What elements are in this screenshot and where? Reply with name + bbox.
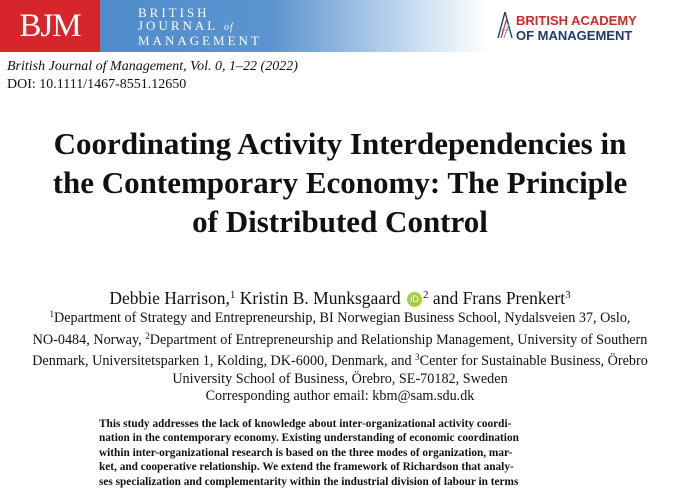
- author-2-affil: 2: [423, 289, 429, 301]
- journal-name: [138, 6, 262, 47]
- journal-reference: British Journal of Management, Vol. 0, 1–22 (2022): [7, 59, 298, 74]
- doi[interactable]: DOI: 10.1111/1467-8551.12650: [7, 77, 187, 92]
- article-meta: [7, 58, 298, 94]
- author-1: Debbie Harrison,: [109, 288, 230, 308]
- affiliation-3: Center for Sustainable Business, Örebro: [419, 353, 648, 369]
- journal-name-of: of: [224, 22, 234, 33]
- orcid-icon[interactable]: iD: [407, 292, 422, 307]
- affiliation-2-cont: Denmark, Universitetsparken 1, Kolding, DK-6000, Denmark, and: [32, 353, 412, 369]
- abstract-line: within inter-organizational research is based on the three modes of organization, mar-: [99, 446, 513, 459]
- affiliation-1-cont: NO-0484, Norway,: [32, 331, 142, 348]
- bam-text-line2: OF MANAGEMENT: [516, 28, 633, 43]
- affil-marker-1: 1: [49, 309, 55, 319]
- title-line2: the Contemporary Economy: The Principle: [52, 165, 628, 200]
- abstract-line: ses specialization and complementarity within the industrial division of labour in terms: [99, 475, 519, 488]
- journal-name-journal: JOURNAL: [138, 18, 218, 33]
- corresponding-author-email[interactable]: Corresponding author email: kbm@sam.sdu.dk: [205, 388, 475, 404]
- affil-marker-3: 3: [415, 352, 420, 362]
- affil-marker-2: 2: [145, 330, 150, 341]
- affiliations: [0, 306, 680, 406]
- author-3-affil: 3: [565, 289, 571, 301]
- journal-name-line3: MANAGEMENT: [138, 33, 262, 48]
- journal-header-banner: [0, 0, 680, 52]
- affiliation-line: [0, 328, 680, 350]
- title-line1: Coordinating Activity Interdependencies in: [53, 126, 627, 161]
- article-title: [0, 124, 680, 241]
- journal-name-line1: BRITISH: [138, 5, 210, 20]
- british-academy-of-management-logo: [496, 8, 676, 44]
- abstract-line: ket, and cooperative relationship. We extend the framework of Richardson that analy-: [99, 461, 514, 474]
- affiliation-line: University School of Business, Örebro, SE-70182, Sweden: [172, 370, 508, 387]
- affiliation-line: [0, 306, 680, 328]
- bam-text: [516, 13, 637, 43]
- affiliation-1: Department of Strategy and Entrepreneurship, BI Norwegian Business School, Nydalsveien 37, Oslo,: [54, 310, 631, 326]
- author-2: Kristin B. Munksgaard: [239, 288, 401, 308]
- author-3: and Frans Prenkert: [432, 288, 566, 308]
- bam-emblem-icon: [496, 10, 514, 40]
- author-list: [0, 285, 680, 308]
- author-1-affil: 1: [229, 289, 236, 301]
- affiliation-line: [0, 349, 680, 371]
- abstract: [99, 417, 599, 489]
- bjm-logo: BJM: [0, 0, 100, 52]
- abstract-line: nation in the contemporary economy. Existing understanding of economic coordination: [99, 432, 519, 445]
- bam-text-line1: BRITISH ACADEMY: [516, 13, 637, 28]
- title-line3: of Distributed Control: [192, 204, 488, 239]
- abstract-line: This study addresses the lack of knowledge about inter-organizational activity coordi-: [99, 418, 512, 430]
- journal-name-line2: [138, 19, 262, 34]
- affiliation-2: Department of Entrepreneurship and Relationship Management, University of Southern: [149, 331, 648, 348]
